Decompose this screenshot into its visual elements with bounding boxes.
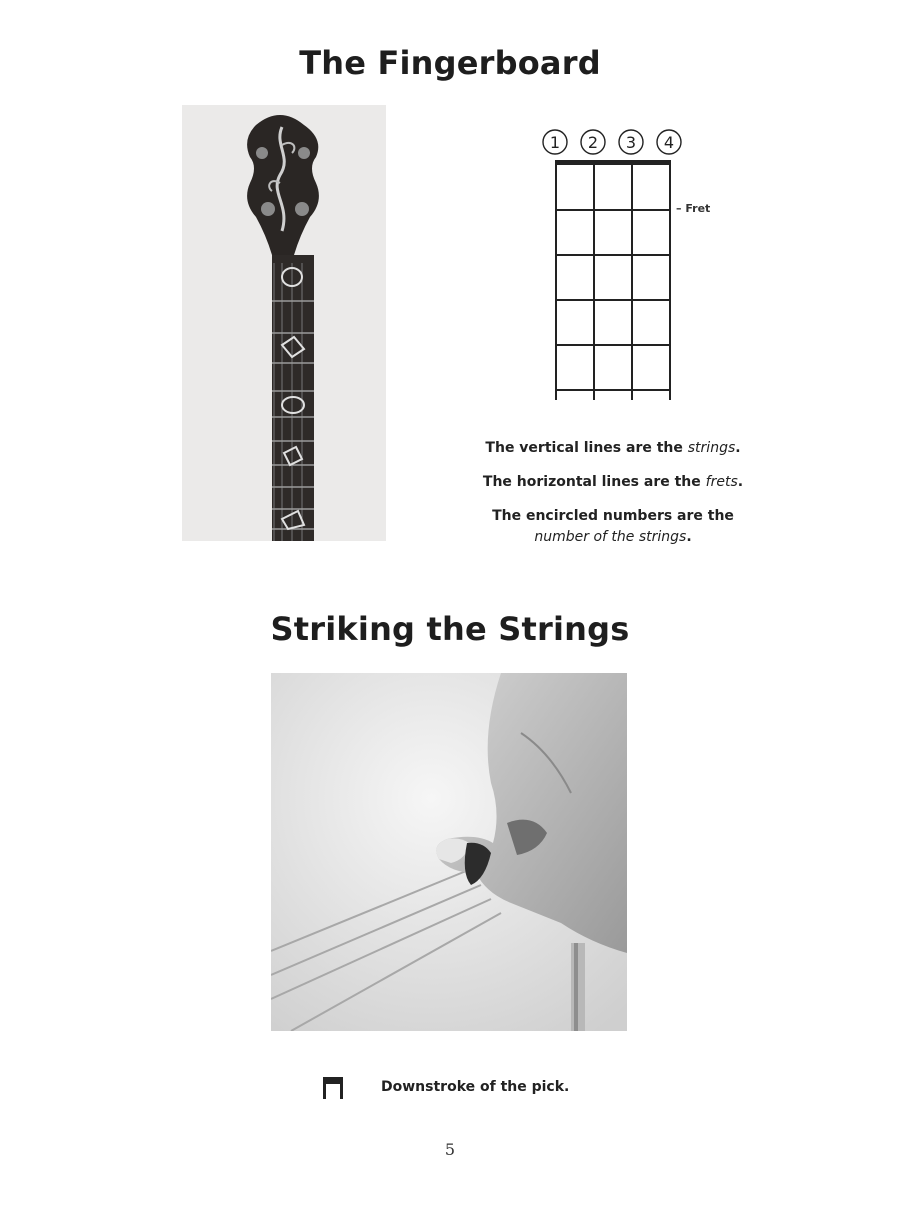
caption-frets-text: The horizontal lines are the	[482, 474, 706, 490]
fingerboard-diagram	[530, 124, 730, 408]
striking-title: Striking the Strings	[270, 610, 630, 648]
caption-encircled-period: .	[686, 529, 692, 545]
strings	[556, 162, 670, 400]
page-number: 5	[444, 1140, 456, 1159]
string-number-3: 3	[625, 133, 637, 152]
string-number-4: 4	[663, 133, 675, 152]
string-number-2: 2	[587, 133, 599, 152]
caption-strings-text: The vertical lines are the	[485, 440, 688, 456]
caption-encircled	[440, 506, 786, 548]
fret-label: – Fret	[676, 202, 711, 215]
downstroke-label: Downstroke of the pick.	[381, 1079, 570, 1095]
string-number-circles	[543, 130, 681, 154]
caption-frets-term: frets	[705, 474, 738, 490]
frets	[555, 210, 671, 390]
caption-frets-period: .	[737, 474, 744, 490]
fingerboard-title: The Fingerboard	[299, 44, 601, 82]
nut	[555, 160, 671, 165]
hand-striking-photo	[271, 673, 627, 1031]
caption-encircled-term: number of the strings	[534, 529, 687, 545]
downstroke-icon	[322, 1076, 344, 1100]
caption-strings-period: .	[735, 440, 741, 456]
string-number-1: 1	[549, 133, 561, 152]
caption-strings-term: strings	[687, 440, 736, 456]
caption-encircled-line1: The encircled numbers are the	[492, 508, 734, 524]
caption-encircled-line2	[440, 527, 786, 548]
banjo-neck-illustration	[182, 105, 386, 541]
caption-strings	[440, 438, 786, 459]
caption-frets	[440, 472, 786, 493]
hand-striking-illustration	[271, 673, 627, 1031]
banjo-neck-photo	[182, 105, 386, 541]
